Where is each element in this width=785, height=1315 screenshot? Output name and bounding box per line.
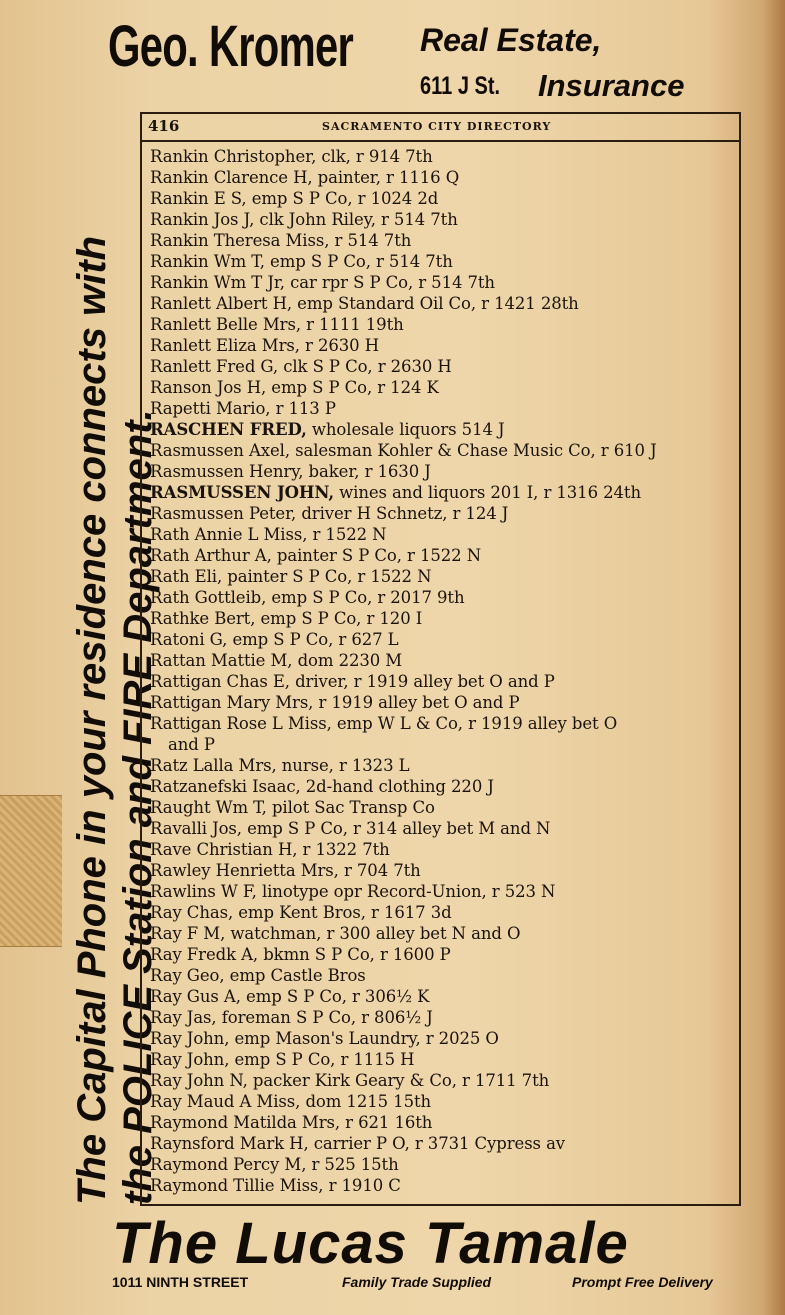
entry-detail: r 525 15th [306, 1155, 399, 1174]
entry-name: RASMUSSEN JOHN, [150, 483, 334, 502]
page-edge-shadow [763, 0, 785, 1315]
header-ad-line1: Real Estate, [420, 22, 602, 58]
entry-name: Rasmussen Peter, [150, 504, 297, 523]
page-number: 416 [148, 117, 180, 135]
entry-detail: r 1910 C [323, 1176, 401, 1195]
entry-detail: salesman Kohler & Chase Music Co, r 610 J [289, 441, 657, 460]
directory-entry [150, 440, 740, 461]
entry-name: Ratzanefski Isaac, [150, 777, 301, 796]
footer-ad-address: 1011 NINTH STREET [112, 1274, 249, 1290]
entry-detail: clk, r 914 7th [316, 147, 433, 166]
directory-entry [150, 776, 740, 797]
entry-detail: r 1522 N [307, 525, 387, 544]
directory-entry [150, 1070, 740, 1091]
entry-name: Rawlins W F, [150, 882, 257, 901]
entry-name: Ranlett Fred G, [150, 357, 279, 376]
directory-listing-frame [140, 112, 741, 1206]
entry-detail: pilot Sac Transp Co [266, 798, 435, 817]
entry-name: Raymond Matilda Mrs, [150, 1113, 341, 1132]
directory-entry [150, 482, 740, 503]
side-ad-line1: The Capital Phone in your residence connects with [70, 235, 114, 1205]
entry-name: Ray Maud A Miss, [150, 1092, 301, 1111]
entry-name: Rattigan Mary Mrs, [150, 693, 314, 712]
directory-entry [150, 566, 740, 587]
entry-detail: emp Mason's Laundry, r 2025 O [229, 1029, 499, 1048]
header-ad-line2: Insurance [538, 68, 685, 103]
entry-detail: emp S P Co, r 1115 H [229, 1050, 415, 1069]
entry-name: Rattan Mattie M, [150, 651, 293, 670]
entry-detail: carrier P O, r 3731 Cypress av [308, 1134, 566, 1153]
entry-name: Rath Annie L Miss, [150, 525, 308, 544]
directory-entry [150, 1112, 740, 1133]
entry-detail: 2d-hand clothing 220 J [300, 777, 494, 796]
entry-detail: baker, r 1630 J [303, 462, 431, 481]
directory-entry [150, 1154, 740, 1175]
entry-detail: packer Kirk Geary & Co, r 1711 7th [247, 1071, 550, 1090]
entry-detail: r 2630 H [299, 336, 379, 355]
entry-name: Rath Eli, [150, 567, 223, 586]
entry-detail: r 1919 alley bet O and P [313, 693, 520, 712]
entry-detail: bkmn S P Co, r 1600 P [258, 945, 451, 964]
entry-name: Rave Christian H, [150, 840, 298, 859]
entry-name: Ray Chas, [150, 903, 234, 922]
entry-detail: emp Kent Bros, r 1617 3d [233, 903, 452, 922]
directory-entry [150, 608, 740, 629]
directory-entry [150, 524, 740, 545]
directory-entry [150, 587, 740, 608]
directory-entry [150, 293, 740, 314]
directory-entry [150, 881, 740, 902]
directory-entry [150, 650, 740, 671]
footer-ad-title: The Lucas Tamale [112, 1211, 629, 1276]
entry-detail: car rpr S P Co, r 514 7th [284, 273, 495, 292]
directory-entry [150, 944, 740, 965]
directory-entry [150, 923, 740, 944]
entry-detail: clk John Riley, r 514 7th [254, 210, 458, 229]
entry-detail: r 1322 7th [297, 840, 390, 859]
entry-name: Rankin E S, [150, 189, 247, 208]
entry-detail: dom 2230 M [292, 651, 403, 670]
entry-detail: emp S P Co, r 514 7th [264, 252, 453, 271]
directory-entry [150, 1007, 740, 1028]
directory-entry [150, 335, 740, 356]
entry-name: Ratoni G, [150, 630, 228, 649]
entry-name: Rawley Henrietta Mrs, [150, 861, 339, 880]
entry-detail: emp Castle Bros [224, 966, 366, 985]
entry-detail: emp S P Co, r 306½ K [240, 987, 430, 1006]
entry-detail: r 514 7th [329, 231, 412, 250]
entry-detail: emp W L & Co, r 1919 alley bet O [331, 714, 618, 733]
directory-entry [150, 671, 740, 692]
entry-name: RASCHEN FRED, [150, 420, 307, 439]
entry-name: Raymond Percy M, [150, 1155, 307, 1174]
entry-detail: nurse, r 1323 L [276, 756, 410, 775]
entry-detail: dom 1215 15th [300, 1092, 432, 1111]
entry-detail: clk S P Co, r 2630 H [278, 357, 452, 376]
directory-entry [150, 986, 740, 1007]
entry-name: Ranson Jos H, [150, 378, 267, 397]
entry-name: Rankin Clarence H, [150, 168, 313, 187]
entry-name: Ray F M, [150, 924, 226, 943]
directory-entry [150, 1091, 740, 1112]
entry-name: Rathke Bert, [150, 609, 256, 628]
entry-name: Rattigan Rose L Miss, [150, 714, 332, 733]
entry-detail: r 621 16th [340, 1113, 433, 1132]
directory-entry [150, 398, 740, 419]
entry-name: Rasmussen Henry, [150, 462, 304, 481]
directory-entry [150, 692, 740, 713]
entry-detail: driver H Schnetz, r 124 J [296, 504, 509, 523]
footer-advertisement [0, 1205, 785, 1315]
directory-entry [150, 146, 740, 167]
directory-entry [150, 1028, 740, 1049]
directory-entry [150, 188, 740, 209]
entry-name: Raught Wm T, [150, 798, 267, 817]
entry-name: Ray Gus A, [150, 987, 241, 1006]
entry-detail: r 113 P [270, 399, 336, 418]
entry-name: Rankin Wm T Jr, [150, 273, 285, 292]
directory-entry [150, 1175, 740, 1196]
directory-entry [150, 503, 740, 524]
entry-name: Rattigan Chas E, [150, 672, 290, 691]
directory-entry [150, 713, 740, 755]
entry-detail: emp S P Co, r 120 I [255, 609, 423, 628]
entry-name: Rankin Theresa Miss, [150, 231, 330, 250]
entry-name: Rasmussen Axel, [150, 441, 290, 460]
directory-entry [150, 797, 740, 818]
entry-continuation: and P [168, 735, 215, 754]
directory-entry [150, 545, 740, 566]
entry-detail: painter S P Co, r 1522 N [271, 546, 482, 565]
entry-detail: watchman, r 300 alley bet N and O [225, 924, 521, 943]
directory-entry [150, 209, 740, 230]
entry-name: Rankin Wm T, [150, 252, 265, 271]
footer-ad-tagline2: Prompt Free Delivery [572, 1274, 713, 1290]
entry-detail: emp Standard Oil Co, r 1421 28th [292, 294, 579, 313]
entry-name: Ray Geo, [150, 966, 225, 985]
entry-name: Rapetti Mario, [150, 399, 271, 418]
entry-name: Ranlett Albert H, [150, 294, 293, 313]
entry-name: Ranlett Eliza Mrs, [150, 336, 300, 355]
entry-detail: emp S P Co, r 124 K [266, 378, 439, 397]
entry-name: Rankin Christopher, [150, 147, 317, 166]
entry-detail: driver, r 1919 alley bet O and P [289, 672, 555, 691]
directory-entry [150, 419, 740, 440]
directory-entry [150, 629, 740, 650]
side-advertisement [0, 0, 160, 1315]
directory-entry [150, 356, 740, 377]
directory-entry [150, 272, 740, 293]
entry-name: Ray Fredk A, [150, 945, 259, 964]
entry-detail: wholesale liquors 514 J [306, 420, 505, 439]
directory-entry [150, 251, 740, 272]
directory-entries [150, 146, 740, 1196]
entry-detail: linotype opr Record-Union, r 523 N [256, 882, 556, 901]
directory-entry [150, 755, 740, 776]
entry-detail: r 1111 19th [300, 315, 404, 334]
entry-detail: emp S P Co, r 2017 9th [266, 588, 465, 607]
entry-name: Ray John, [150, 1050, 230, 1069]
entry-name: Ravalli Jos, [150, 819, 242, 838]
header-ad-name: Geo. Kromer [108, 14, 354, 79]
entry-name: Ratz Lalla Mrs, [150, 756, 277, 775]
entry-detail: foreman S P Co, r 806½ J [216, 1008, 433, 1027]
directory-entry [150, 860, 740, 881]
entry-detail: emp S P Co, r 627 L [227, 630, 399, 649]
running-head [142, 112, 739, 142]
directory-entry [150, 461, 740, 482]
entry-name: Ray John, [150, 1029, 230, 1048]
entry-name: Ray Jas, [150, 1008, 217, 1027]
entry-name: Ranlett Belle Mrs, [150, 315, 301, 334]
entry-detail: r 704 7th [338, 861, 421, 880]
directory-entry [150, 902, 740, 923]
directory-title: SACRAMENTO CITY DIRECTORY [322, 120, 552, 133]
entry-name: Rath Gottleib, [150, 588, 267, 607]
directory-entry [150, 1049, 740, 1070]
entry-detail: painter, r 1116 Q [312, 168, 460, 187]
directory-entry [150, 314, 740, 335]
header-ad-address: 611 J St. [420, 72, 501, 100]
entry-detail: emp S P Co, r 1024 2d [246, 189, 439, 208]
entry-name: Ray John N, [150, 1071, 248, 1090]
entry-name: Rankin Jos J, [150, 210, 255, 229]
directory-entry [150, 377, 740, 398]
directory-entry [150, 230, 740, 251]
directory-entry [150, 1133, 740, 1154]
entry-name: Rath Arthur A, [150, 546, 272, 565]
entry-name: Raymond Tillie Miss, [150, 1176, 324, 1195]
directory-entry [150, 965, 740, 986]
footer-ad-tagline1: Family Trade Supplied [342, 1274, 492, 1290]
directory-entry [150, 818, 740, 839]
entry-detail: painter S P Co, r 1522 N [222, 567, 432, 586]
side-ad-line2: the POLICE Station and FIRE Department. [116, 409, 160, 1205]
directory-entry [150, 839, 740, 860]
entry-name: Raynsford Mark H, [150, 1134, 309, 1153]
entry-detail: wines and liquors 201 I, r 1316 24th [334, 483, 641, 502]
directory-entry [150, 167, 740, 188]
entry-detail: emp S P Co, r 314 alley bet M and N [241, 819, 551, 838]
